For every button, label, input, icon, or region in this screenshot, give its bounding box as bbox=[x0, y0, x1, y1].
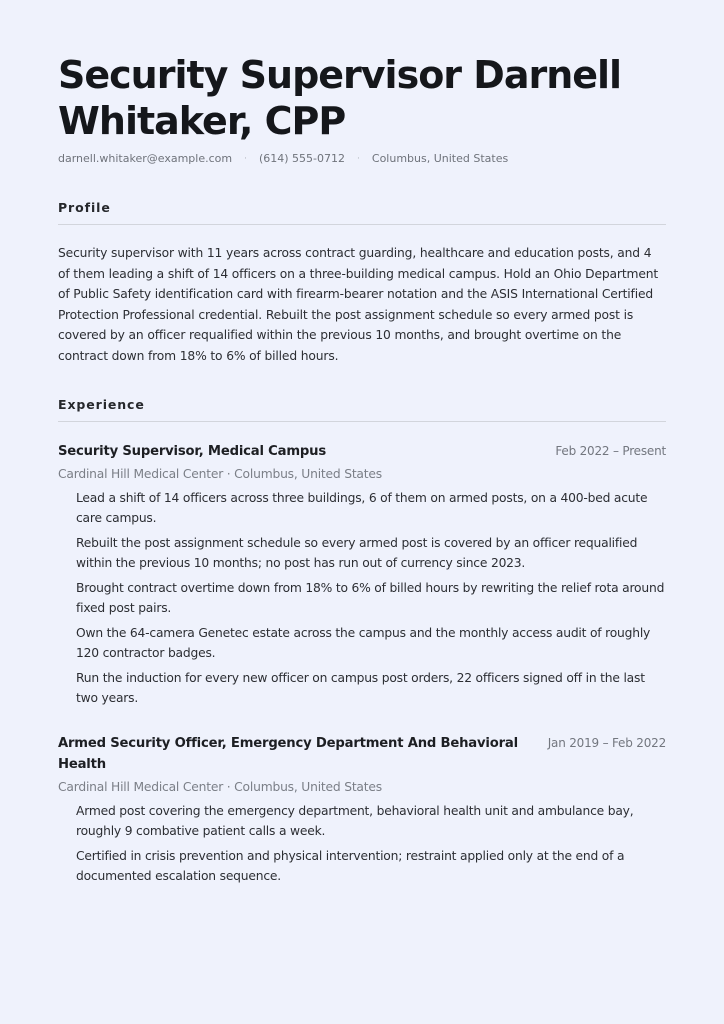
job-organization: Cardinal Hill Medical Center · Columbus, United States bbox=[58, 466, 382, 481]
job-title: Armed Security Officer, Emergency Department And Behavioral Health bbox=[58, 735, 518, 772]
job-bullet: Own the 64-camera Genetec estate across the campus and the monthly access audit of roughly 120 contractor badges. bbox=[76, 625, 651, 660]
job-entry bbox=[58, 441, 666, 708]
job-dates: Feb 2022 – Present bbox=[555, 444, 666, 458]
job-entry bbox=[58, 733, 666, 886]
candidate-name: Security Supervisor Darnell Whitaker, CPP bbox=[58, 53, 622, 143]
job-bullet: Run the induction for every new officer on campus post orders, 22 officers signed off in the last two years. bbox=[76, 670, 645, 705]
job-dates: Jan 2019 – Feb 2022 bbox=[547, 735, 666, 750]
job-bullet: Brought contract overtime down from 18% to 6% of billed hours by rewriting the relief rota around fixed post pairs. bbox=[76, 580, 665, 615]
job-bullets bbox=[58, 801, 666, 886]
job-organization: Cardinal Hill Medical Center · Columbus, United States bbox=[58, 779, 382, 794]
contact-location: Columbus, United States bbox=[371, 152, 509, 165]
job-bullet: Armed post covering the emergency department, behavioral health unit and ambulance bay, roughly 9 combative patient calls a week. bbox=[76, 803, 634, 838]
profile-summary: Security supervisor with 11 years across contract guarding, healthcare and education posts, and 4 of them leading a shift of 14 officers on a three-building medical campus. Hold an Ohio Department of Public Safety identification card with firearm-bearer notation and the ASIS International Certified Protection Professional credential. Rebuilt the post assignment schedule so every armed post is covered by an officer requalified within the previous 10 months, and brought overtime on the contract down from 18% to 6% of billed hours. bbox=[58, 246, 659, 363]
experience-heading: Experience bbox=[58, 397, 666, 422]
contact-separator: · bbox=[244, 153, 247, 164]
contact-email: darnell.whitaker@example.com bbox=[58, 152, 233, 165]
job-title: Security Supervisor, Medical Campus bbox=[58, 444, 326, 459]
job-header bbox=[58, 733, 666, 776]
job-bullets bbox=[58, 488, 666, 708]
contact-separator: · bbox=[357, 153, 360, 164]
contact-line bbox=[58, 152, 666, 165]
job-bullet: Certified in crisis prevention and physical intervention; restraint applied only at the end of a documented escalation sequence. bbox=[76, 848, 625, 883]
contact-phone: (614) 555-0712 bbox=[258, 152, 346, 165]
profile-heading: Profile bbox=[58, 200, 666, 225]
job-header bbox=[58, 441, 666, 463]
job-bullet: Lead a shift of 14 officers across three buildings, 6 of them on armed posts, on a 400-bed acute care campus. bbox=[76, 490, 648, 525]
job-bullet: Rebuilt the post assignment schedule so every armed post is covered by an officer requalified within the previous 10 months; no post has run out of currency since 2023. bbox=[76, 535, 638, 570]
